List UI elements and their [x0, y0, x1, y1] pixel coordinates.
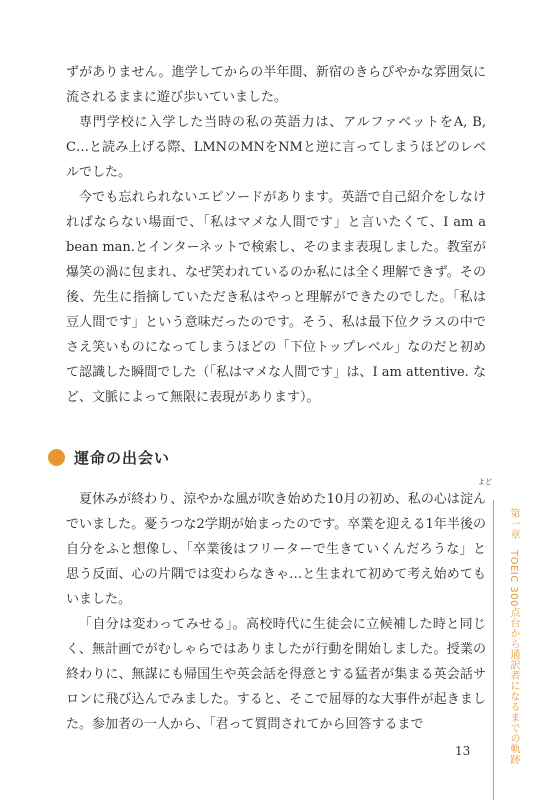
paragraph: 専門学校に入学した当時の私の英語力は、アルファベットをA, B, C…と読み上げる際、LMNのMNをNMと逆に言ってしまうほどのレベルでした。 [66, 115, 486, 180]
section-body-text [66, 487, 486, 737]
paragraph: 「自分は変わってみせる」。高校時代に生徒会に立候補した時と同じく、無計画でがむしゃらではありましたが行動を開始しました。授業の終わりに、無謀にも帰国生や英会話を得意とする猛者が集まる英会話サロンに飛び込んでみました。すると、そこで屈辱的な大事件が起きました。参加者の一人から、「君って質問されてから回答するまで [66, 617, 486, 732]
paragraph: 今でも忘れられないエピソードがあります。英語で自己紹介をしなければならない場面で、「私はマメな人間です」と言いたくて、I am a bean man.とインターネットで検索し、そのまま表現しました。教室が爆笑の渦に包まれ、なぜ笑われているのか私には全く理解できず。その後、先生に指摘していただき私はやっと理解ができたのでした。「私は豆人間です」という意味だったのです。そう、私は最下位クラスの中でさえ笑いものになってしまうほどの「下位トップレベル」なのだと初めて認識した瞬間でした（「私はマメな人間です」は、I am attentive. など、文脈によって無限に表現があります）。 [66, 190, 486, 405]
running-head: 第一章 TOEIC 300点台から通訳者になるまでの軌跡 [508, 508, 519, 765]
paragraph: 夏休みが終わり、涼やかな風が吹き始めた10月の初め、私の心は淀んでいました。憂うつな2学期が始まったのです。卒業を迎える1年半後の自分をふと想像し、「卒業後はフリーターで生きていくんだろうな」と思う反面、心の片隅では変わらなきゃ…と生まれて初めて考え始めてもいました。 [66, 492, 486, 607]
paragraph: ずがありません。進学してからの半年間、新宿のきらびやかな雰囲気に流されるままに遊び歩いていました。 [66, 65, 486, 105]
section-heading [48, 447, 170, 468]
page-number: 13 [455, 744, 471, 758]
section-title: 運命の出会い [74, 449, 171, 467]
side-rule-divider [493, 500, 494, 800]
furigana-annotation: よど [478, 478, 492, 486]
orange-dot-icon [48, 449, 65, 466]
body-text-top [66, 60, 486, 410]
